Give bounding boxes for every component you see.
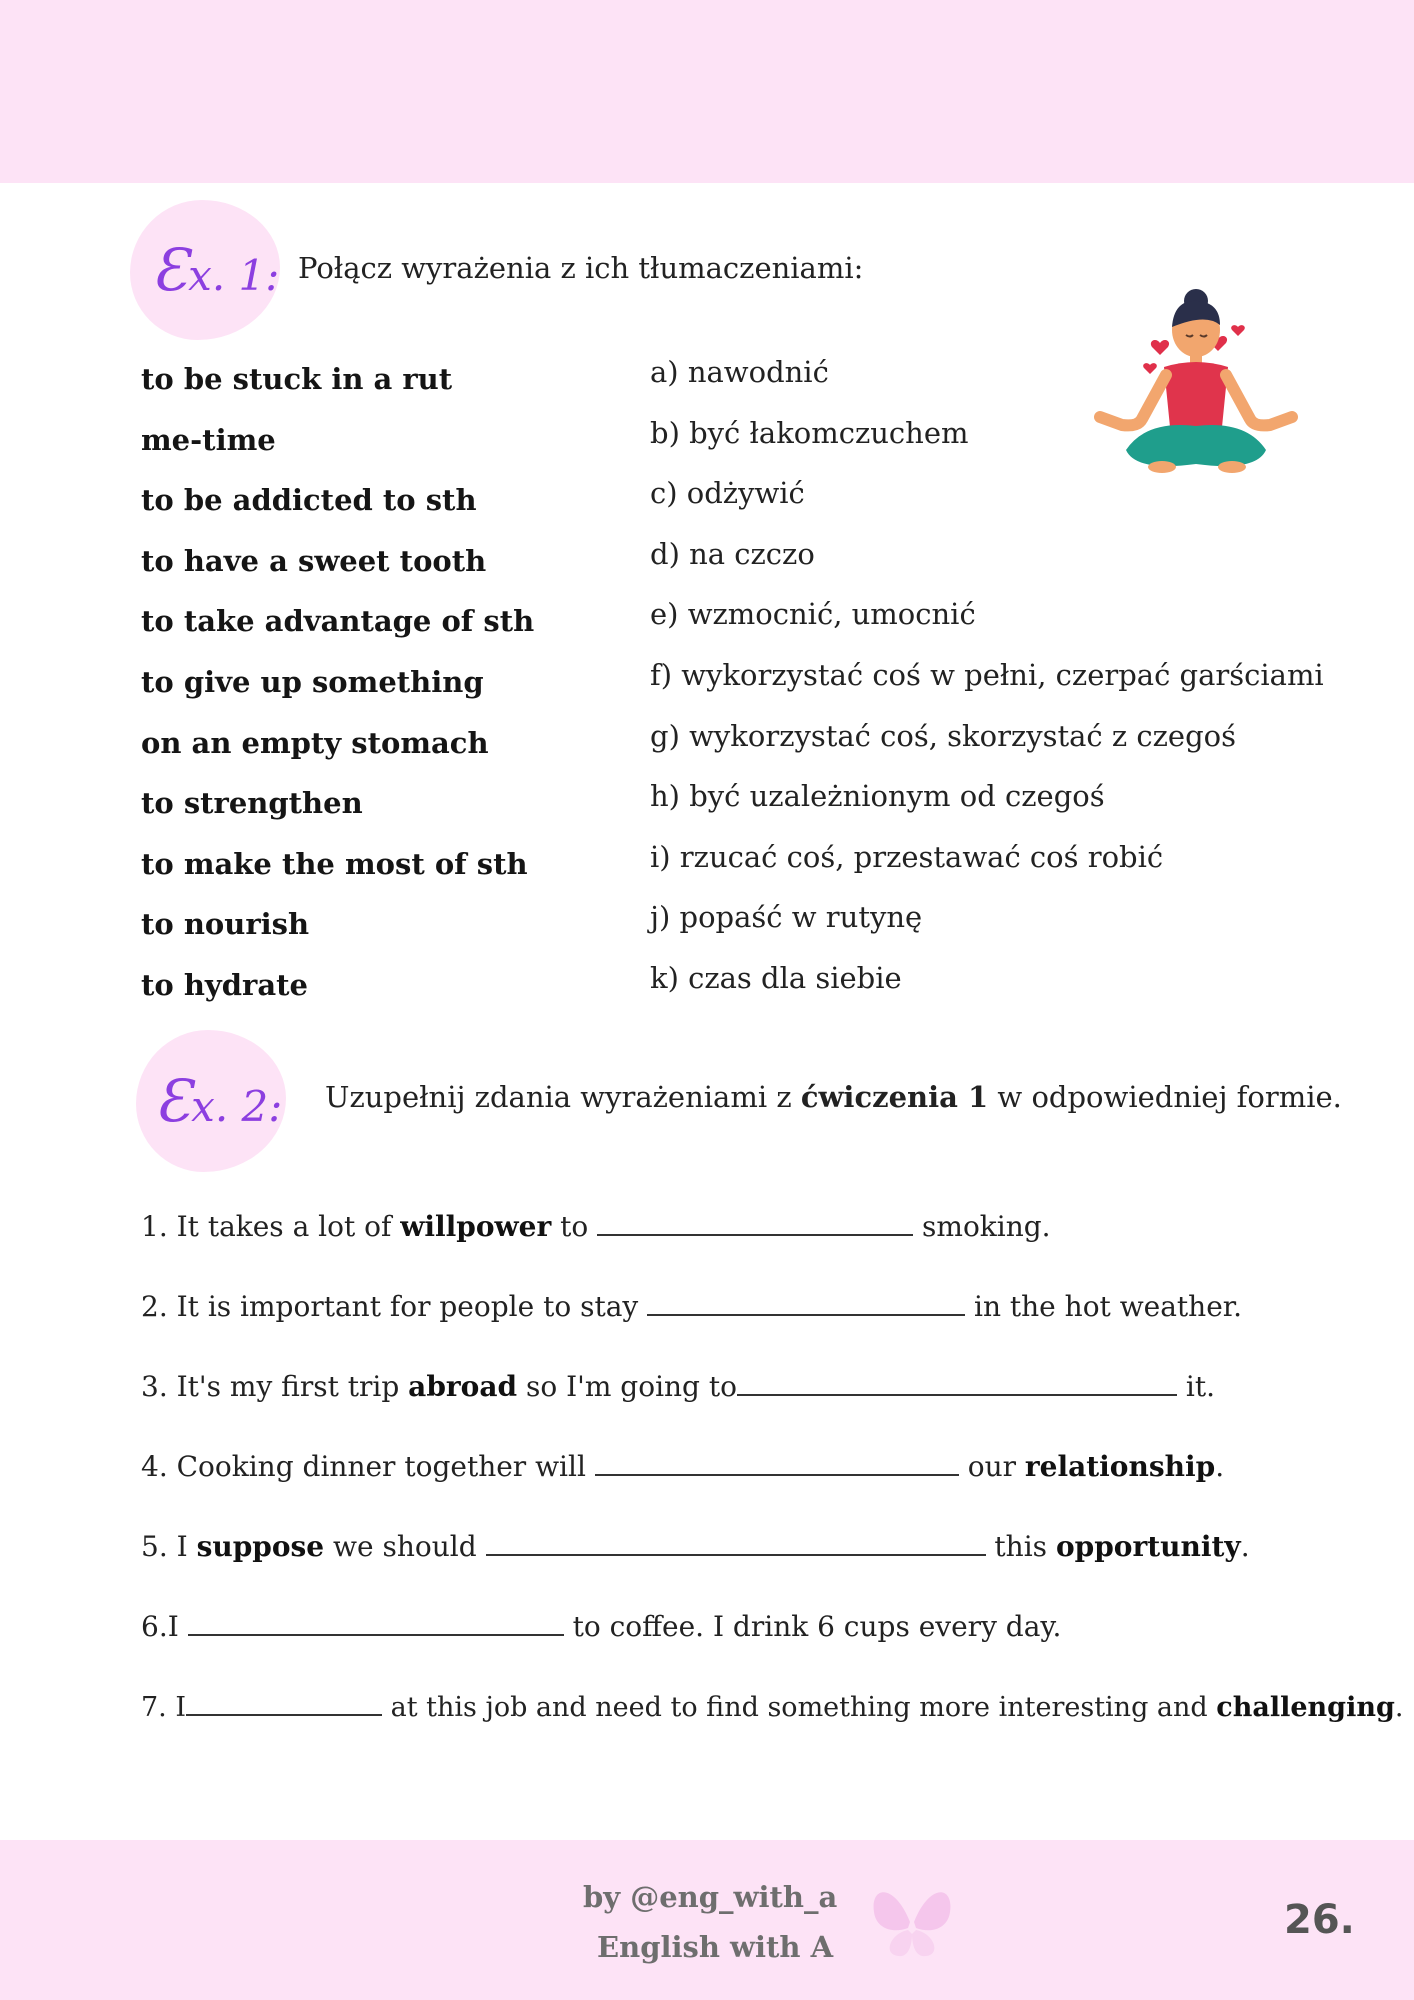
english-term: to nourish bbox=[141, 907, 310, 942]
polish-translation: h) być uzależnionym od czegoś bbox=[650, 779, 1105, 814]
answer-blank[interactable] bbox=[595, 1448, 959, 1476]
page-number: 26. bbox=[1284, 1897, 1355, 1943]
footer-author: by @eng_with_a bbox=[583, 1880, 838, 1914]
footer-band bbox=[0, 1840, 1414, 2000]
answer-blank[interactable] bbox=[647, 1288, 965, 1316]
heart-icon bbox=[1143, 363, 1157, 374]
answer-blank[interactable] bbox=[737, 1368, 1177, 1396]
sentence-3: 3. It's my first trip abroad so I'm going to it. bbox=[141, 1370, 1216, 1403]
polish-translation: g) wykorzystać coś, skorzystać z czegoś bbox=[650, 718, 1236, 753]
ex2-instruction: Uzupełnij zdania wyrażeniami z ćwiczenia 1 w odpowiedniej formie. bbox=[325, 1080, 1342, 1114]
sentence-5: 5. I suppose we should this opportunity. bbox=[141, 1530, 1250, 1563]
english-term: to be addicted to sth bbox=[141, 483, 477, 518]
polish-translation: f) wykorzystać coś w pełni, czerpać garściami bbox=[650, 658, 1324, 692]
sentence-2: 2. It is important for people to stay in the hot weather. bbox=[141, 1290, 1242, 1323]
butterfly-icon bbox=[864, 1872, 960, 1968]
english-term: to strengthen bbox=[141, 786, 363, 821]
english-term: to make the most of sth bbox=[141, 846, 528, 881]
heart-icon bbox=[1231, 325, 1245, 336]
footer-brand: English with A bbox=[597, 1930, 834, 1964]
english-term: to be stuck in a rut bbox=[141, 362, 453, 396]
meditation-illustration bbox=[1090, 285, 1310, 480]
polish-translation: d) na czczo bbox=[650, 536, 815, 571]
polish-translation: e) wzmocnić, umocnić bbox=[650, 597, 976, 632]
answer-blank[interactable] bbox=[597, 1208, 913, 1236]
heart-icon bbox=[1151, 340, 1169, 355]
english-term: to have a sweet tooth bbox=[141, 543, 487, 578]
sentence-4: 4. Cooking dinner together will our relationship. bbox=[141, 1450, 1225, 1483]
polish-translation: a) nawodnić bbox=[650, 355, 829, 389]
english-term: on an empty stomach bbox=[141, 725, 489, 760]
english-term: to hydrate bbox=[141, 968, 308, 1002]
answer-blank[interactable] bbox=[188, 1608, 564, 1636]
sentence-6: 6.I to coffee. I drink 6 cups every day. bbox=[141, 1610, 1062, 1643]
polish-translation: k) czas dla siebie bbox=[650, 961, 902, 995]
ex1-instruction: Połącz wyrażenia z ich tłumaczeniami: bbox=[298, 251, 864, 285]
answer-blank[interactable] bbox=[486, 1528, 986, 1556]
ex2-label: Ɛx. 2: bbox=[155, 1067, 283, 1135]
polish-translation: i) rzucać coś, przestawać coś robić bbox=[650, 839, 1164, 874]
answer-blank[interactable] bbox=[186, 1688, 382, 1716]
sentence-1: 1. It takes a lot of willpower to smoking. bbox=[141, 1210, 1051, 1243]
polish-translation: b) być łakomczuchem bbox=[650, 415, 969, 450]
english-term: to give up something bbox=[141, 665, 484, 699]
english-term: me-time bbox=[141, 422, 276, 457]
english-term: to take advantage of sth bbox=[141, 604, 535, 639]
polish-translation: j) popaść w rutynę bbox=[650, 900, 923, 935]
polish-translation: c) odżywić bbox=[650, 476, 805, 511]
sentence-7: 7. I at this job and need to find something more interesting and challenging. bbox=[141, 1688, 1403, 1723]
ex1-label: Ɛx. 1: bbox=[152, 236, 280, 304]
header-band bbox=[0, 0, 1414, 183]
